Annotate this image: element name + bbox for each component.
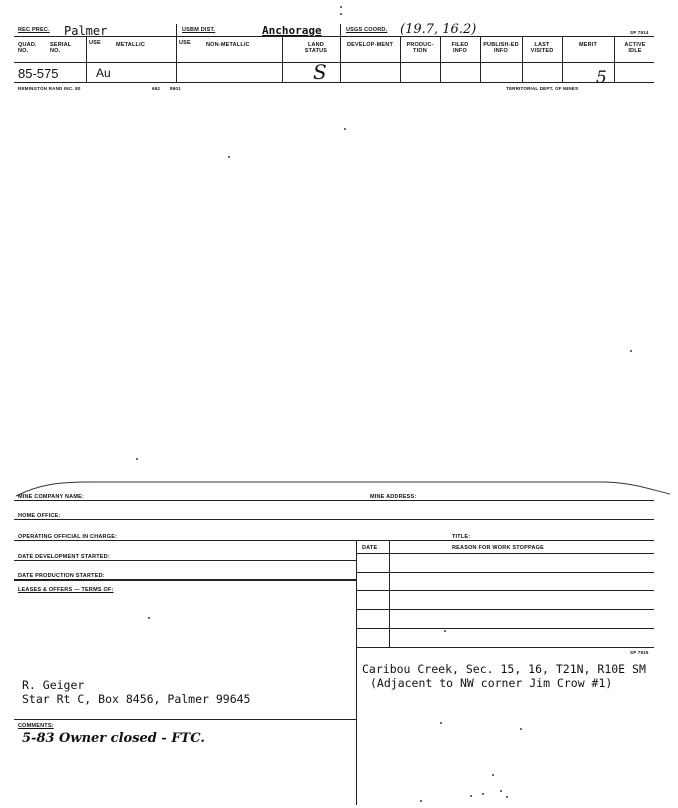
- usgs-coord-label: USGS COORD.: [346, 27, 388, 33]
- bottom-card-rule: [14, 560, 356, 561]
- bottom-card-rule: [14, 540, 654, 541]
- scan-speck: [340, 6, 342, 8]
- usbm-dist-label: USBM DIST.: [182, 27, 216, 33]
- land-status-value: S: [313, 60, 327, 84]
- serial-no-header: SERIAL NO.: [50, 42, 72, 54]
- scan-speck: [470, 795, 472, 797]
- stoppage-rule: [356, 572, 654, 573]
- top-card-vline: [86, 36, 87, 82]
- date-header: DATE: [362, 545, 378, 551]
- scan-speck: [520, 728, 522, 730]
- non-metallic-header: NON-METALLIC: [206, 42, 250, 48]
- usbm-dist-value: Anchorage: [262, 24, 322, 37]
- merit-header: MERIT: [578, 42, 598, 48]
- bottom-card-rule: [14, 500, 654, 501]
- active-idle-header: ACTIVE IDLE: [624, 42, 646, 54]
- top-form-code: SP 7914: [630, 30, 649, 35]
- comments-rule: [14, 719, 356, 720]
- scan-speck: [340, 13, 342, 15]
- stoppage-rule: [356, 590, 654, 591]
- rec-prec-label: REC PREC.: [18, 27, 50, 33]
- development-header: DEVELOP-MENT: [346, 42, 394, 48]
- operating-official-label: OPERATING OFFICIAL IN CHARGE:: [18, 534, 118, 540]
- scan-speck: [440, 722, 442, 724]
- use-letters-header: USE: [89, 40, 101, 46]
- published-info-header: PUBLISH-ED INFO: [483, 42, 519, 54]
- scan-speck: [444, 630, 446, 632]
- top-card-vline: [480, 36, 481, 82]
- top-card-vline: [176, 24, 177, 82]
- stoppage-rule: [356, 609, 654, 610]
- comments-text: 5-83 Owner closed - FTC.: [22, 731, 205, 746]
- date-column-divider: [389, 540, 390, 647]
- metallic-value: Au: [96, 66, 111, 80]
- reason-header: REASON FOR WORK STOPPAGE: [452, 545, 544, 551]
- active-idle-value: 5: [596, 68, 607, 88]
- scan-speck: [482, 793, 484, 795]
- scan-speck: [420, 800, 422, 802]
- quad-serial-value: 85-575: [18, 66, 59, 81]
- date-development-label: DATE DEVELOPMENT STARTED:: [18, 554, 110, 560]
- land-status-header: LAND STATUS: [304, 42, 328, 54]
- quad-no-header: QUAD. NO.: [18, 42, 37, 54]
- top-card-vline: [562, 36, 563, 82]
- bottom-card-rule: [14, 579, 356, 581]
- top-footer-code: 8601: [170, 86, 181, 91]
- top-card-vline: [282, 36, 283, 82]
- scan-speck: [500, 790, 502, 792]
- mine-company-label: MINE COMPANY NAME:: [18, 494, 85, 500]
- production-header: PRODUC-TION: [406, 42, 434, 54]
- last-visited-header: LAST VISITED: [530, 42, 554, 54]
- top-card-vline: [400, 36, 401, 82]
- filed-info-header: FILED INFO: [451, 42, 469, 54]
- scan-speck: [228, 156, 230, 158]
- title-label: TITLE:: [452, 534, 471, 540]
- bottom-card-divider: [356, 540, 357, 805]
- scan-speck: [344, 128, 346, 130]
- top-card-vline: [614, 36, 615, 82]
- date-production-label: DATE PRODUCTION STARTED:: [18, 573, 105, 579]
- top-footer-left: REMINGTON RAND INC. 80: [18, 86, 81, 91]
- scan-speck: [506, 796, 508, 798]
- top-footer-code: 662: [152, 86, 161, 91]
- top-card-vline: [522, 36, 523, 82]
- bottom-form-code: SP 7915: [630, 650, 649, 655]
- scan-speck: [630, 350, 632, 352]
- stoppage-rule: [356, 647, 654, 648]
- leases-label: LEASES & OFFERS — TERMS OF:: [18, 587, 114, 593]
- owner-name: R. Geiger: [22, 678, 85, 692]
- top-card-rule-1: [14, 36, 654, 37]
- scan-speck: [136, 458, 138, 460]
- home-office-label: HOME OFFICE:: [18, 513, 61, 519]
- use-letters-header: USE: [179, 40, 191, 46]
- top-card-vline: [340, 24, 341, 82]
- bottom-card-rule: [14, 519, 654, 520]
- usgs-coord-value: (19.7, 16.2): [400, 22, 477, 37]
- mine-address-label: MINE ADDRESS:: [370, 494, 417, 500]
- top-card-rule-3: [14, 82, 654, 83]
- comments-label: COMMENTS:: [18, 723, 54, 729]
- metallic-header: METALLIC: [116, 42, 145, 48]
- location-line-2: (Adjacent to NW corner Jim Crow #1): [370, 676, 613, 690]
- location-line-1: Caribou Creek, Sec. 15, 16, T21N, R10E SM: [362, 662, 646, 676]
- top-card-vline: [440, 36, 441, 82]
- stoppage-rule: [356, 628, 654, 629]
- scan-speck: [148, 617, 150, 619]
- rec-prec-value: Palmer: [64, 24, 108, 38]
- stoppage-rule: [356, 553, 654, 554]
- owner-address: Star Rt C, Box 8456, Palmer 99645: [22, 692, 251, 706]
- scan-speck: [492, 774, 494, 776]
- top-card-rule-2: [14, 62, 654, 63]
- top-footer-right: TERRITORIAL DEPT. OF MINES: [506, 86, 579, 91]
